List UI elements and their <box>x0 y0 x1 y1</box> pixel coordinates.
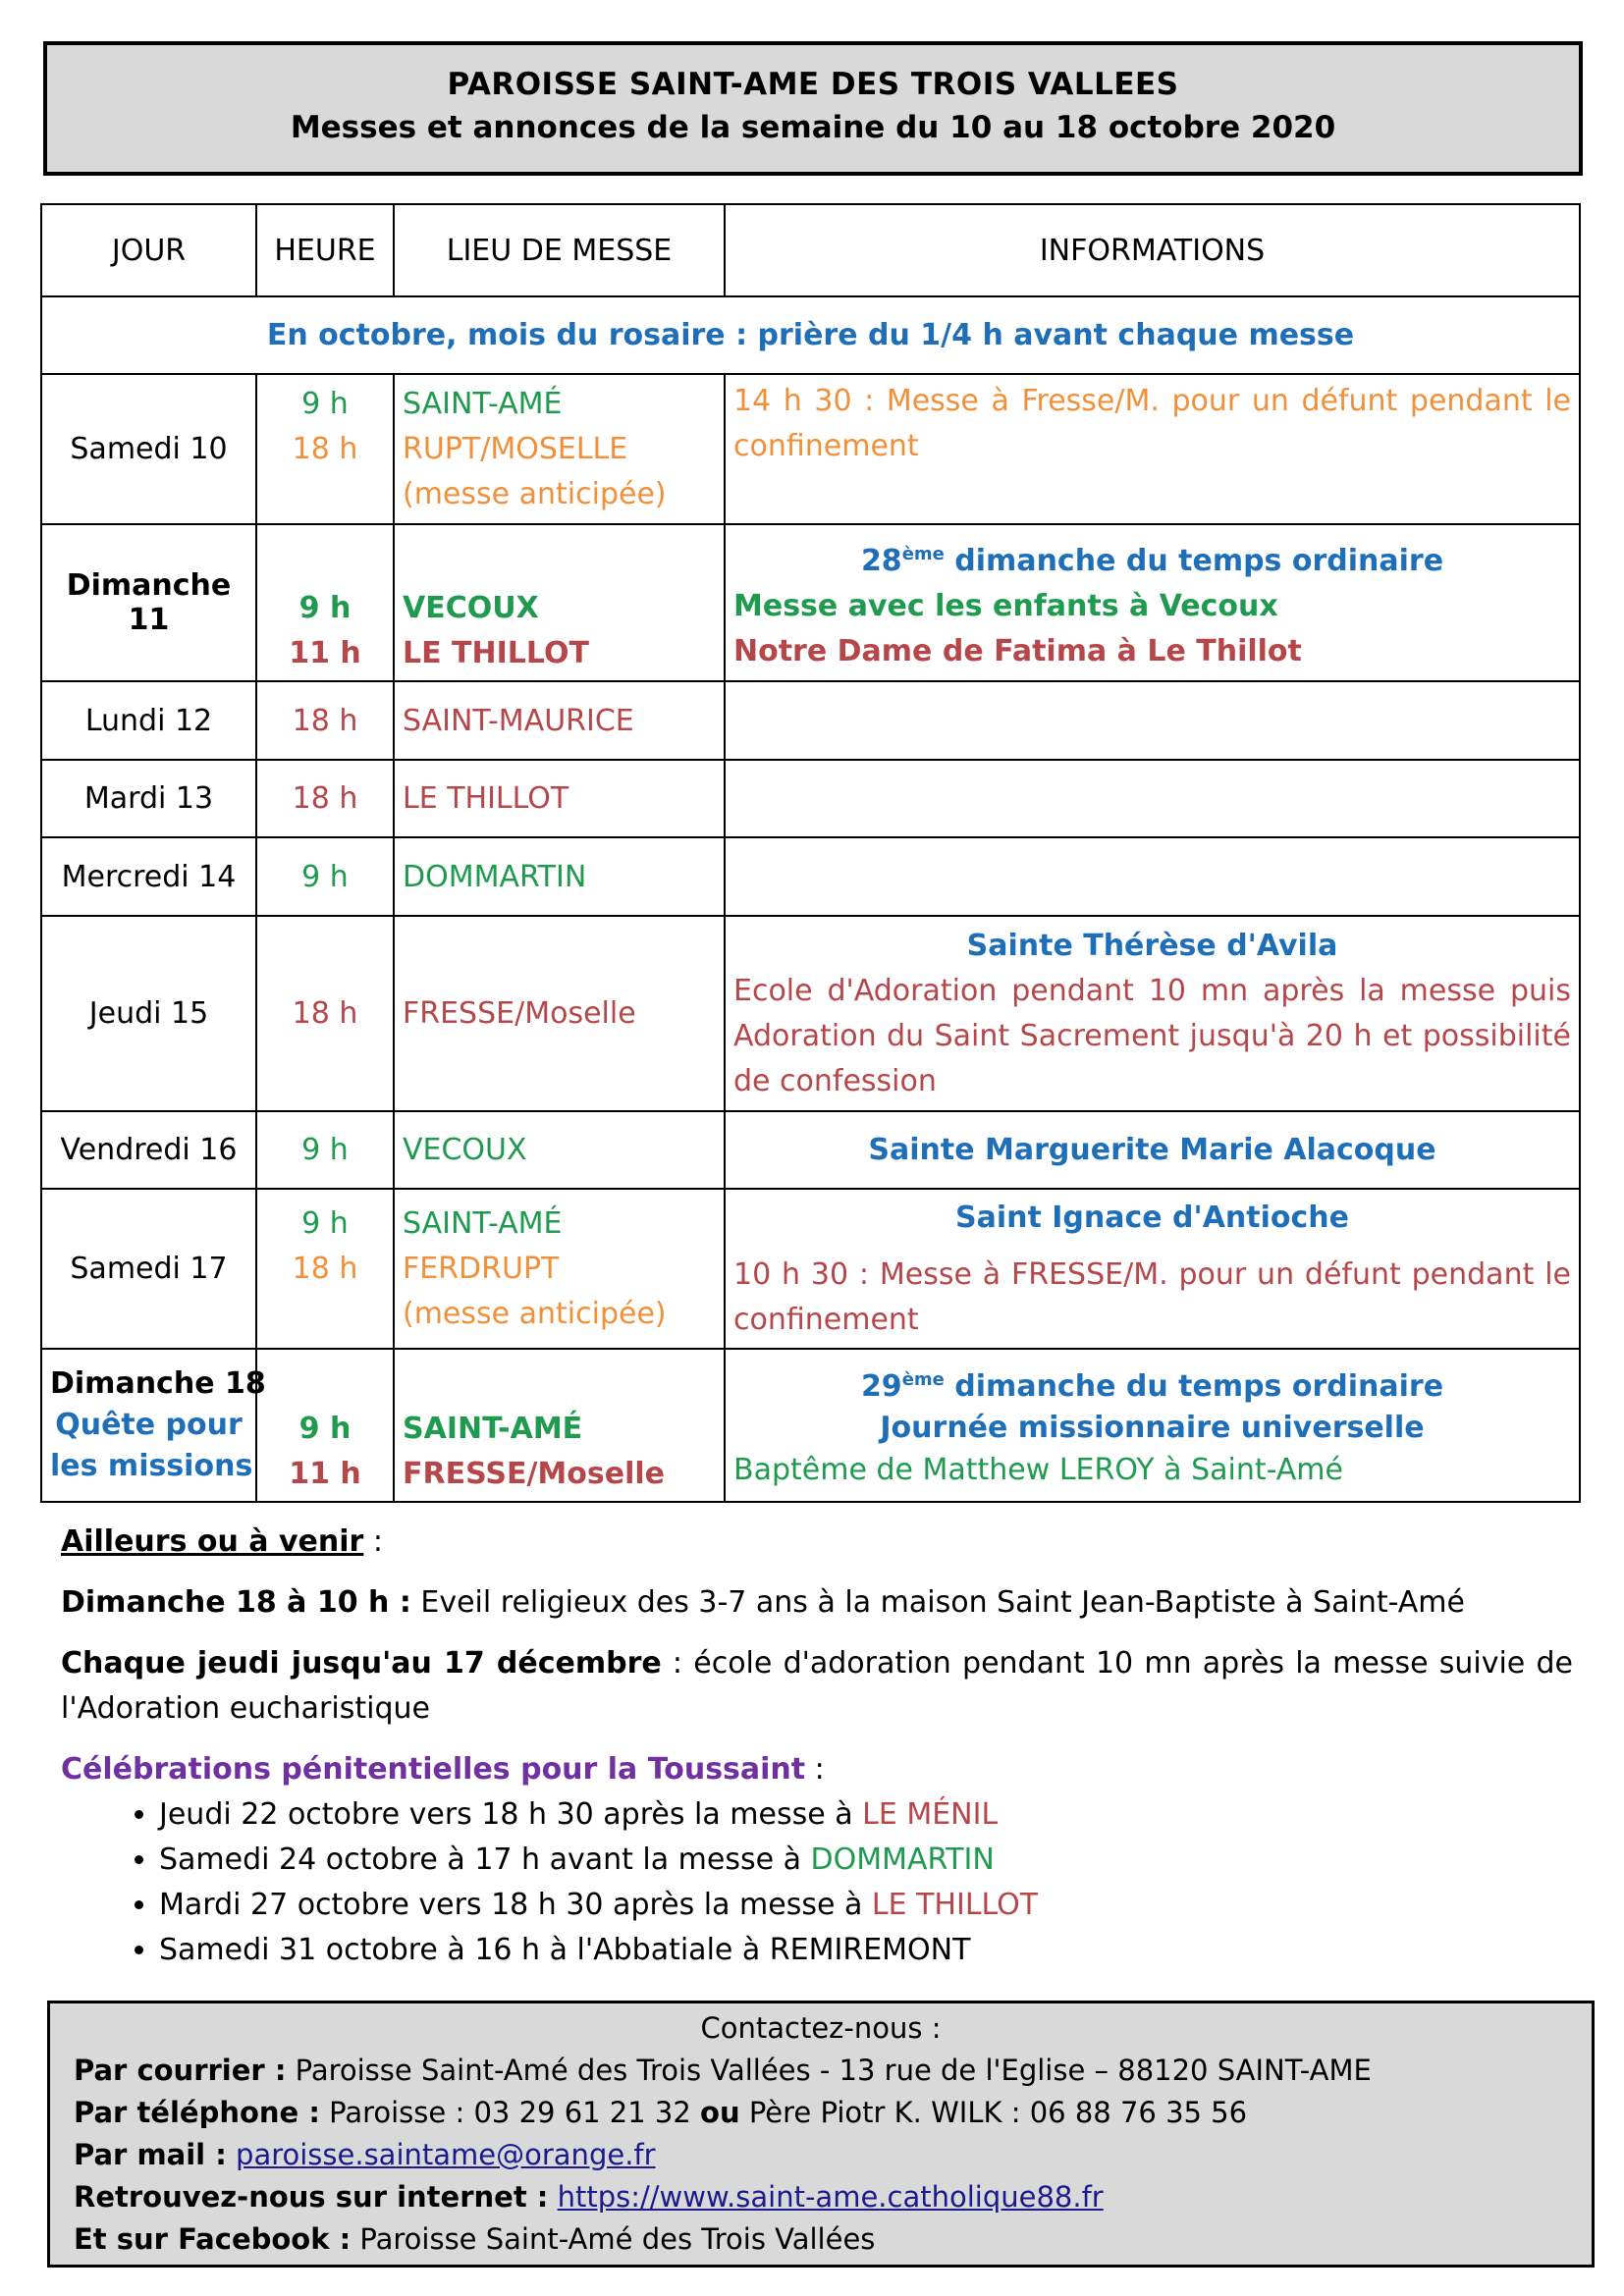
list-item: • Mardi 27 octobre vers 18 h 30 après la messe à LE THILLOT <box>159 1883 1573 1928</box>
day-cell: Dimanche 11 <box>41 524 256 681</box>
place-cell <box>394 1189 725 1349</box>
week-subtitle: Messes et annonces de la semaine du 10 au 18 octobre 2020 <box>290 110 1336 145</box>
time: 11 h <box>289 1457 361 1491</box>
info-text: 14 h 30 : Messe à Fresse/M. pour un défunt pendant le confinement <box>733 384 1571 463</box>
table-row <box>41 916 1580 1111</box>
info-cell <box>725 681 1580 760</box>
penitential-list <box>61 1792 1573 1973</box>
time: 9 h <box>301 386 349 421</box>
place-note: (messe anticipée) <box>403 1296 667 1331</box>
time-cell: 18 h <box>256 681 394 760</box>
rosary-banner-row <box>41 296 1580 374</box>
contact-mail-address: Par courrier : Paroisse Saint-Amé des Trois Vallées - 13 rue de l'Eglise – 88120 SAINT-AME <box>74 2054 1372 2087</box>
day-cell: Mercredi 14 <box>41 837 256 916</box>
place-cell: DOMMARTIN <box>394 837 725 916</box>
saint-of-day: Saint Ignace d'Antioche <box>954 1200 1350 1235</box>
info-cell <box>725 1349 1580 1502</box>
contact-box <box>47 2001 1595 2268</box>
time: 9 h <box>301 1205 349 1241</box>
website-link[interactable]: https://www.saint-ame.catholique88.fr <box>557 2180 1104 2214</box>
time-cell: 9 h <box>256 1111 394 1189</box>
contact-title: Contactez-nous : <box>700 2011 942 2045</box>
announcements-heading: Ailleurs ou à venir : <box>61 1524 383 1559</box>
table-row <box>41 1111 1580 1189</box>
contact-facebook: Et sur Facebook : Paroisse Saint-Amé des Trois Vallées <box>74 2222 876 2256</box>
place: SAINT-AMÉ <box>403 386 563 421</box>
mass-schedule-table <box>40 203 1581 1503</box>
table-row <box>41 1189 1580 1349</box>
info-cell <box>725 524 1580 681</box>
time: 18 h <box>292 431 358 466</box>
time: 11 h <box>289 636 361 670</box>
contact-website: Retrouvez-nous sur internet : https://www.saint-ame.catholique88.fr <box>74 2180 1104 2214</box>
info-text: Baptême de Matthew LEROY à Saint-Amé <box>733 1452 1343 1487</box>
rosary-banner: En octobre, mois du rosaire : prière du 1/4 h avant chaque messe <box>41 296 1580 374</box>
day-cell: Lundi 12 <box>41 681 256 760</box>
list-item: • Samedi 31 octobre à 16 h à l'Abbatiale à REMIREMONT <box>159 1928 1573 1973</box>
info-cell <box>725 837 1580 916</box>
place: FERDRUPT <box>403 1251 560 1286</box>
announcement-item: Chaque jeudi jusqu'au 17 décembre : école d'adoration pendant 10 mn après la messe suivie de l'Adoration eucharistique <box>61 1646 1573 1726</box>
list-item: • Jeudi 22 octobre vers 18 h 30 après la messe à LE MÉNIL <box>159 1792 1573 1838</box>
place: RUPT/MOSELLE <box>403 431 628 466</box>
col-informations: INFORMATIONS <box>725 204 1580 296</box>
table-row <box>41 681 1580 760</box>
info-cell <box>725 1189 1580 1349</box>
place: VECOUX <box>403 591 539 625</box>
info-text: Messe avec les enfants à Vecoux <box>733 588 1278 623</box>
place-cell: FRESSE/Moselle <box>394 916 725 1111</box>
place-note: (messe anticipée) <box>403 476 667 511</box>
place-cell <box>394 1349 725 1502</box>
place: SAINT-AMÉ <box>403 1412 583 1446</box>
place: FRESSE/Moselle <box>403 1457 665 1491</box>
day: Dimanche 18 <box>50 1366 266 1401</box>
info-cell <box>725 760 1580 837</box>
time-cell: 18 h <box>256 760 394 837</box>
info-cell <box>725 916 1580 1111</box>
day-cell: Samedi 17 <box>41 1189 256 1349</box>
announcements-section <box>61 1520 1573 1973</box>
place-cell: SAINT-MAURICE <box>394 681 725 760</box>
time-cell <box>256 1349 394 1502</box>
info-text: 10 h 30 : Messe à FRESSE/M. pour un défunt pendant le confinement <box>733 1256 1571 1337</box>
time-cell: 18 h <box>256 916 394 1111</box>
table-row <box>41 524 1580 681</box>
info-text: Notre Dame de Fatima à Le Thillot <box>733 633 1302 668</box>
day-cell: Mardi 13 <box>41 760 256 837</box>
day-cell: Samedi 10 <box>41 374 256 524</box>
time-cell <box>256 374 394 524</box>
day-cell: Vendredi 16 <box>41 1111 256 1189</box>
time: 9 h <box>298 591 352 625</box>
list-item: • Samedi 24 octobre à 17 h avant la messe à DOMMARTIN <box>159 1838 1573 1883</box>
place-cell: VECOUX <box>394 1111 725 1189</box>
place-cell <box>394 374 725 524</box>
contact-phone: Par téléphone : Paroisse : 03 29 61 21 32 ou Père Piotr K. WILK : 06 88 76 35 56 <box>74 2096 1248 2129</box>
parish-title: PAROISSE SAINT-AME DES TROIS VALLEES <box>447 67 1179 102</box>
table-row <box>41 374 1580 524</box>
col-jour: JOUR <box>41 204 256 296</box>
day-cell <box>41 1349 266 1502</box>
place-cell: LE THILLOT <box>394 760 725 837</box>
table-header-row <box>41 204 1580 296</box>
time-cell: 9 h <box>256 837 394 916</box>
time-cell <box>256 524 394 681</box>
title-box <box>43 41 1583 176</box>
liturgical-day: 28ème dimanche du temps ordinaire <box>860 543 1444 578</box>
time: 9 h <box>298 1412 352 1446</box>
time: 18 h <box>292 1251 358 1286</box>
collection-note: les missions <box>50 1449 253 1483</box>
announcement-item: Dimanche 18 à 10 h : Eveil religieux des 3-7 ans à la maison Saint Jean-Baptiste à Saint-Amé <box>61 1585 1465 1620</box>
place-cell <box>394 524 725 681</box>
info-cell <box>725 374 1580 524</box>
info-text: Ecole d'Adoration pendant 10 mn après la messe puis Adoration du Saint Sacrement jusqu'à 20 h et possibilité de confession <box>733 973 1571 1098</box>
saint-of-day: Sainte Thérèse d'Avila <box>966 928 1338 963</box>
col-heure: HEURE <box>256 204 394 296</box>
liturgical-day: 29ème dimanche du temps ordinaire <box>860 1368 1444 1404</box>
collection-note: Quête pour <box>55 1408 243 1442</box>
day-cell: Jeudi 15 <box>41 916 256 1111</box>
email-link[interactable]: paroisse.saintame@orange.fr <box>236 2138 656 2171</box>
time-cell <box>256 1189 394 1349</box>
place: LE THILLOT <box>403 636 589 670</box>
table-row <box>41 760 1580 837</box>
table-row <box>41 1349 1580 1502</box>
col-lieu: LIEU DE MESSE <box>394 204 725 296</box>
info-text: Journée missionnaire universelle <box>880 1410 1425 1445</box>
penitential-heading: Célébrations pénitentielles pour la Toussaint : <box>61 1752 825 1787</box>
place: SAINT-AMÉ <box>403 1205 563 1241</box>
table-row <box>41 837 1580 916</box>
contact-email: Par mail : paroisse.saintame@orange.fr <box>74 2138 656 2171</box>
saint-of-day: Sainte Marguerite Marie Alacoque <box>725 1111 1580 1189</box>
